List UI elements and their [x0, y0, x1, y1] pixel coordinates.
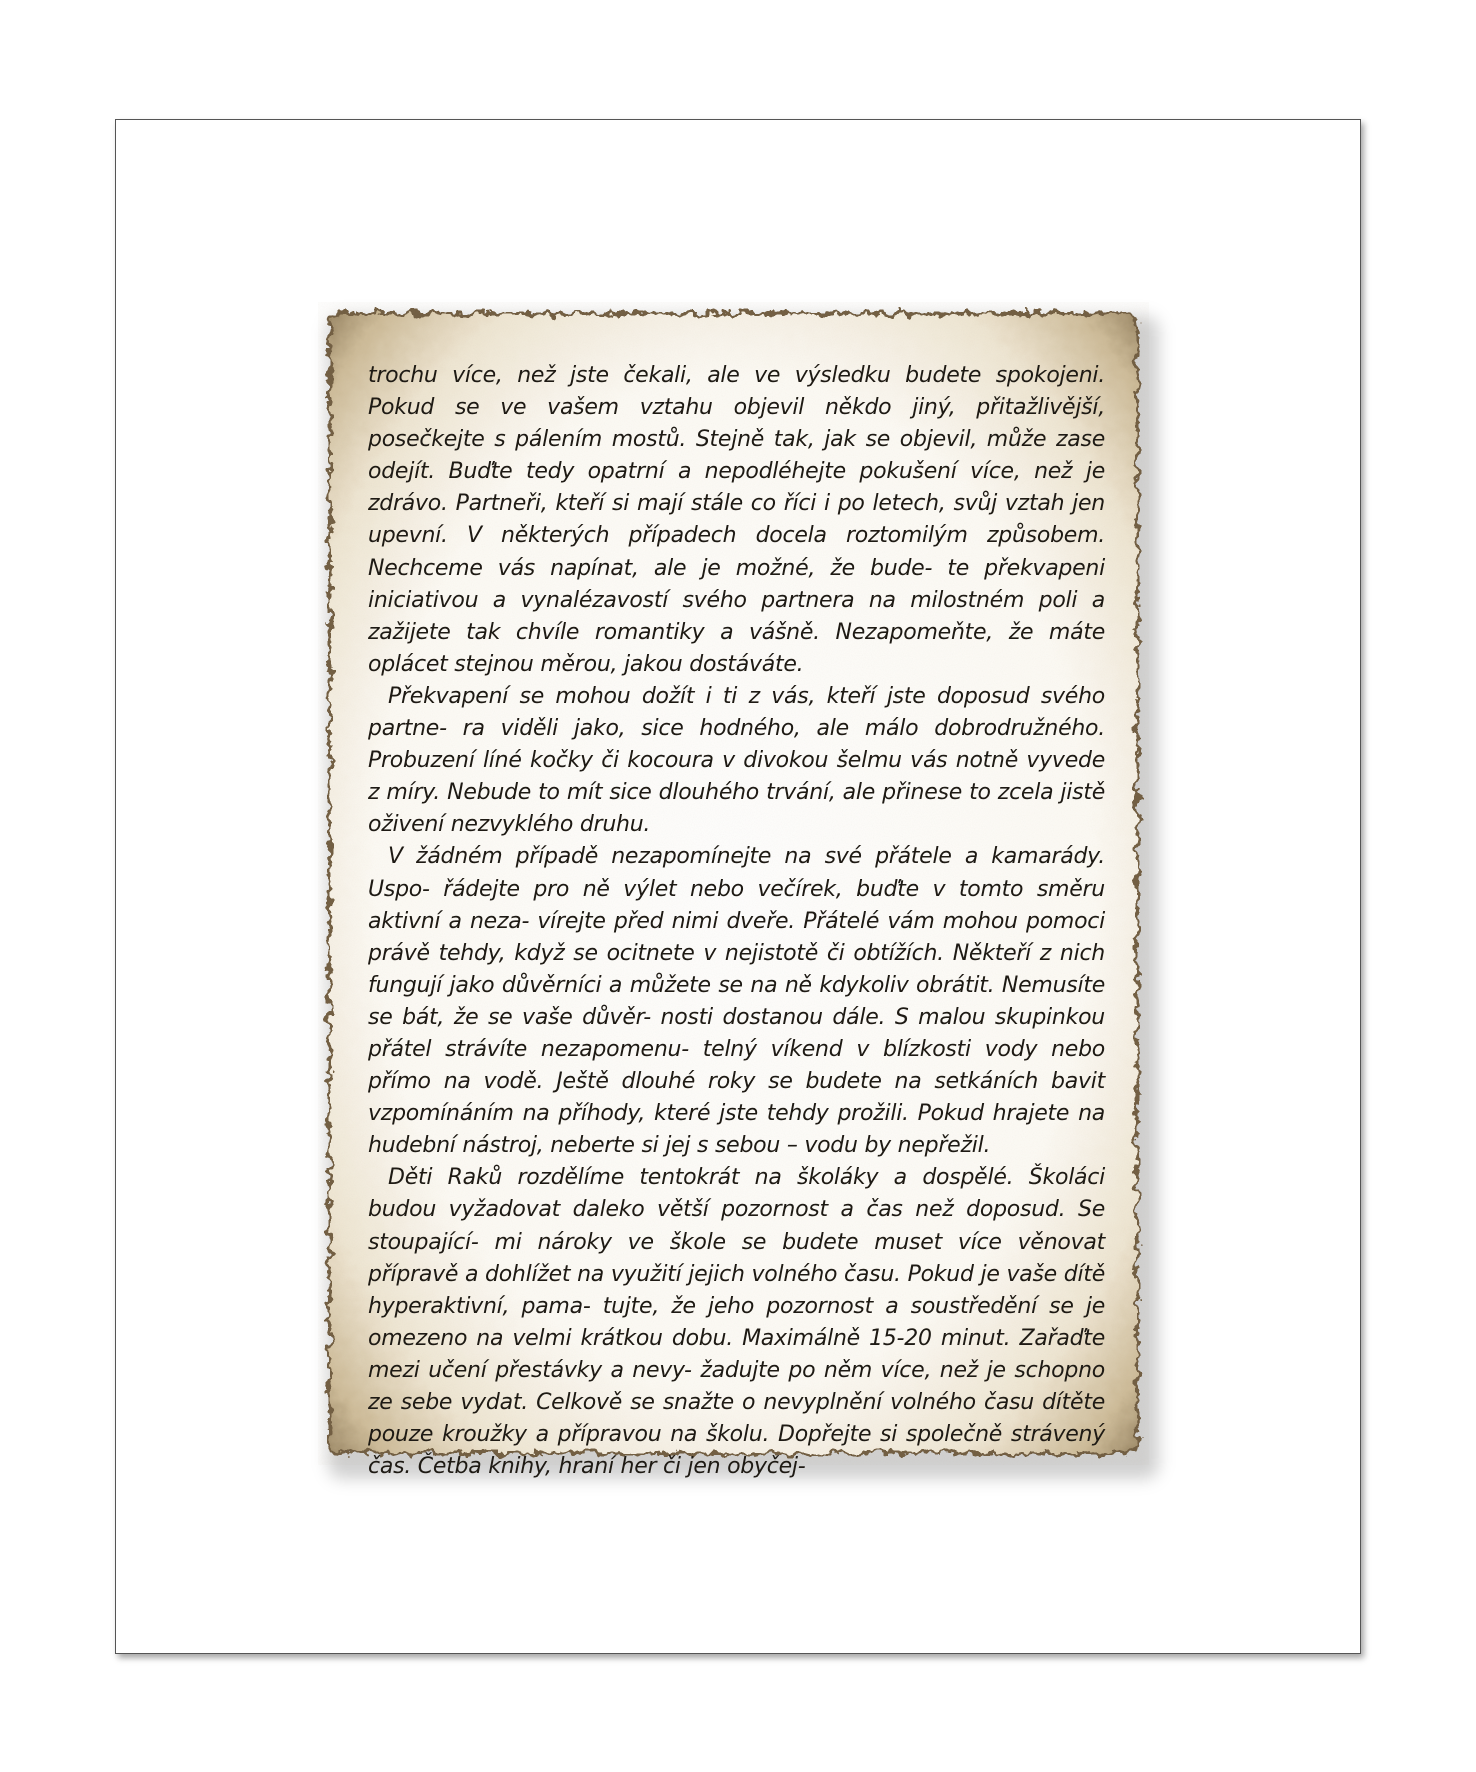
- paragraph: Překvapení se mohou dožít i ti z vás, kteří jste doposud svého partne- ra viděli jako, sice hodného, ale málo dobrodružného. Probuzení líné kočky či kocoura v divokou šelmu vás notně vyvede z míry. Nebude to mít sice dlouhého trvání, ale přinese to zcela jistě oživení nezvyklého druhu.: [368, 683, 1105, 838]
- paragraph: trochu více, než jste čekali, ale ve výsledku budete spokojeni. Pokud se ve vašem vztahu objevil někdo jiný, přitažlivější, posečkejte s pálením mostů. Stejně tak, jak se objevil, může zase odejít. Buďte tedy opatrní a nepodléhejte pokušení více, než je zdrávo. Partneři, kteří si mají stále co říci i po letech, svůj vztah jen upevní. V některých případech docela roztomilým způsobem. Nechceme vás napínat, ale je možné, že bude- te překvapeni iniciativou a vynalézavostí svého partnera na milostném poli a zažijete tak chvíle romantiky a vášně. Nezapomeňte, že máte oplácet stejnou měrou, jakou dostáváte.: [368, 363, 1105, 677]
- paragraph: Děti Raků rozdělíme tentokrát na školáky a dospělé. Školáci budou vyžadovat daleko větší pozornost a čas než doposud. Se stoupající- mi nároky ve škole se budete muset více věnovat přípravě a dohlížet na využití jejich volného času. Pokud je vaše dítě hyperaktivní, pama- tujte, že jeho pozornost a soustředění se je omezeno na velmi krátkou dobu. Maximálně 15-20 minut. Zařaďte mezi učení přestávky a nevy- žadujte po něm více, než je schopno ze sebe vydat. Celkově se snažte o nevyplnění volného času dítěte pouze kroužky a přípravou na školu. Dopřejte si společně strávený čas. Četba knihy, hraní her či jen obyčej-: [368, 1165, 1105, 1480]
- body-text: [368, 360, 1105, 1483]
- parchment-card: [318, 302, 1159, 1479]
- paragraph: V žádném případě nezapomínejte na své přátele a kamarády. Uspo- řádejte pro ně výlet nebo večírek, buďte v tomto směru aktivní a neza- vírejte před nimi dveře. Přátelé vám mohou pomoci právě tehdy, když se ocitnete v nejistotě či obtížích. Někteří z nich fungují jako důvěrníci a můžete se na ně kdykoliv obrátit. Nemusíte se bát, že se vaše důvěr- nosti dostanou dále. S malou skupinkou přátel strávíte nezapomenu- telný víkend v blízkosti vody nebo přímo na vodě. Ještě dlouhé roky se budete na setkáních bavit vzpomínáním na příhody, které jste tehdy prožili. Pokud hrajete na hudební nástroj, neberte si jej s sebou – vodu by nepřežil.: [368, 844, 1105, 1159]
- parchment-paper: [318, 302, 1149, 1480]
